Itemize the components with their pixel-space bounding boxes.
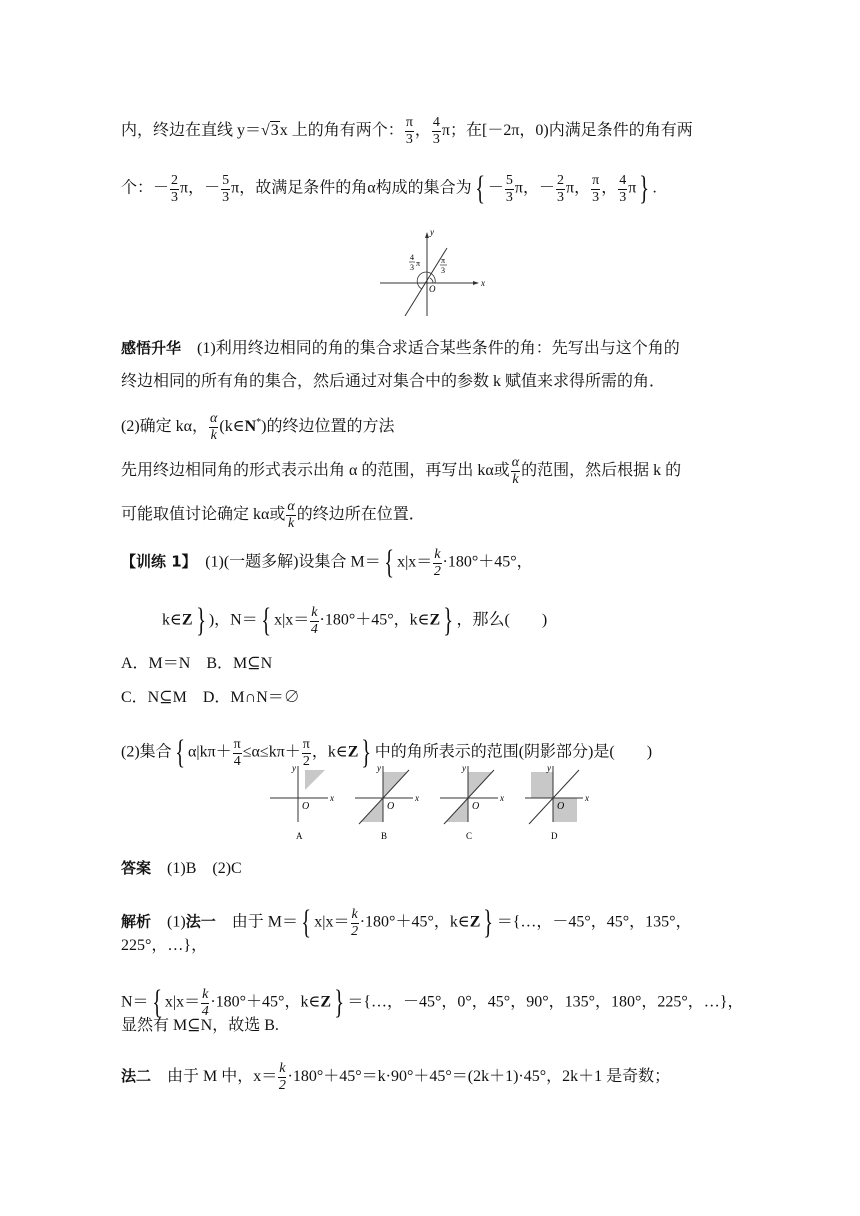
text: ＝{…，－45°，45°，135°， xyxy=(496,913,692,931)
origin-label: O xyxy=(302,801,310,812)
y-label: y xyxy=(430,227,434,237)
text: (k∈ xyxy=(219,418,245,436)
text: (2)确定 kα， xyxy=(121,418,209,436)
text: ·180°＋45°，k∈ xyxy=(359,913,470,931)
text: ， xyxy=(414,122,431,140)
y-axis-arrow xyxy=(425,232,429,238)
superscript: * xyxy=(256,416,262,428)
text: π xyxy=(628,179,637,197)
text-line xyxy=(121,456,681,487)
right-brace: } xyxy=(195,602,206,639)
text-line xyxy=(121,412,394,443)
text: Z xyxy=(347,743,359,761)
text: 由于 M＝ xyxy=(231,913,298,931)
text: π，－ xyxy=(514,179,556,197)
text: 的范围，然后根据 k 的 xyxy=(521,462,682,480)
option-line xyxy=(121,688,300,708)
method-title: 法二 xyxy=(121,1067,152,1086)
text: Z xyxy=(320,993,331,1011)
text: ，k∈ xyxy=(311,743,348,761)
text: x|x＝ xyxy=(274,611,310,629)
sqrt-argument: 3 xyxy=(270,122,279,140)
x-label: x xyxy=(415,793,419,803)
figure-d xyxy=(525,763,589,841)
x-axis-arrow xyxy=(473,281,479,285)
text: x|x＝ xyxy=(314,913,350,931)
text-line xyxy=(121,1016,279,1036)
text-line xyxy=(121,936,207,956)
text: Z xyxy=(429,611,441,629)
text: 由于 M 中，x＝ xyxy=(167,1068,278,1086)
fraction: $\frac{\alpha}{k}$ xyxy=(287,499,295,531)
shaded-region xyxy=(305,770,325,790)
right-brace: } xyxy=(361,734,372,771)
left-brace: { xyxy=(384,544,394,581)
origin-label: O xyxy=(557,801,565,812)
text-line xyxy=(121,338,680,359)
text: π，－ xyxy=(180,179,221,197)
y-label: y xyxy=(377,763,381,773)
fraction: $\frac{5}{3}$ xyxy=(222,172,230,205)
label-pi-den: 3 xyxy=(441,266,445,275)
left-brace: { xyxy=(174,734,185,771)
text: 225°，…}， xyxy=(121,937,208,954)
text: Z xyxy=(469,913,481,931)
text: N xyxy=(244,418,257,436)
fraction: $\frac{\pi}{4}$ xyxy=(233,736,241,769)
options-c-d: C．N⊆M D．M∩N＝∅ xyxy=(121,689,300,706)
left-brace: { xyxy=(474,170,485,207)
text: ， xyxy=(601,179,618,197)
x-label: x xyxy=(481,278,485,288)
x-label: x xyxy=(330,793,334,803)
fraction: $\frac{4}{3}$ xyxy=(432,115,440,147)
text: (2)集合 xyxy=(121,743,172,761)
sqrt-sign: √ xyxy=(261,122,270,140)
section-title: 解析 xyxy=(121,912,152,931)
section-title: 【训练 1】 xyxy=(121,552,190,571)
y-label: y xyxy=(547,763,551,773)
fraction: $\frac{5}{3}$ xyxy=(505,172,513,205)
fraction: $\frac{k}{4}$ xyxy=(310,604,318,637)
text-line xyxy=(121,500,425,531)
text: 显然有 M⊆N，故选 B. xyxy=(121,1017,279,1034)
text: ·180°＋45°，k∈ xyxy=(210,993,321,1011)
label-4-num: 4 xyxy=(410,253,414,262)
figure-label: D xyxy=(551,831,558,841)
left-brace: { xyxy=(301,904,312,941)
text: ·180°＋45°， xyxy=(442,553,533,571)
text: . xyxy=(652,179,657,197)
fraction: $\frac{k}{4}$ xyxy=(201,986,209,1019)
option-line xyxy=(121,654,272,674)
text: π， xyxy=(566,179,591,197)
right-brace: } xyxy=(334,984,345,1021)
angle-arc-pi-3 xyxy=(430,278,433,283)
fraction: $\frac{\pi}{3}$ xyxy=(592,172,600,205)
text: α|kπ＋ xyxy=(188,743,232,761)
text-line xyxy=(121,116,693,147)
figure-label: A xyxy=(296,831,303,841)
figure-label: B xyxy=(381,831,388,841)
fraction: $\frac{4}{3}$ xyxy=(619,172,627,205)
text: ·180°＋45°，k∈ xyxy=(319,611,430,629)
text: )，N＝ xyxy=(208,611,258,629)
text: π；在[－2π，0)内满足条件的角有两 xyxy=(441,122,693,140)
method-title: 法一 xyxy=(185,912,216,931)
figure-label: C xyxy=(466,831,473,841)
fraction: $\frac{k}{2}$ xyxy=(351,906,359,939)
text: 终边相同的所有角的集合，然后通过对集合中的参数 k 赋值来求得所需的角． xyxy=(121,373,666,390)
left-brace: { xyxy=(261,602,271,639)
text: (1)(一题多解)设集合 M＝ xyxy=(205,553,381,571)
text: ＝{…，－45°，0°，45°，90°，135°，180°，225°，…}， xyxy=(347,993,744,1011)
text: － xyxy=(487,179,504,197)
section-title: 感悟升华 xyxy=(121,339,182,357)
x-label: x xyxy=(500,793,504,803)
right-brace: } xyxy=(483,904,494,941)
text: 内，终边在直线 y＝ xyxy=(121,122,262,140)
text-line xyxy=(121,906,692,940)
text: x 上的角有两个： xyxy=(279,122,404,140)
text: π，故满足条件的角α构成的集合为 xyxy=(231,179,472,197)
y-label: y xyxy=(462,763,466,773)
fraction: $\frac{\pi}{3}$ xyxy=(405,115,413,147)
text: )的终边位置的方法 xyxy=(261,418,395,436)
text: k∈ xyxy=(162,611,182,629)
right-brace: } xyxy=(443,602,454,639)
text-line xyxy=(121,172,657,206)
text: x|x＝ xyxy=(397,553,433,571)
answer-text: (1)B (2)C xyxy=(167,860,242,877)
fraction: $\frac{\alpha}{k}$ xyxy=(511,455,520,487)
option-figures xyxy=(268,760,608,842)
text-line xyxy=(121,986,743,1020)
text: Z xyxy=(181,611,193,629)
text: ·180°＋45°＝k·90°＋45°＝(2k＋1)·45°，2k＋1 是奇数； xyxy=(287,1068,671,1086)
label-pi-num: π xyxy=(441,256,446,265)
x-label: x xyxy=(585,793,589,803)
fraction: $\frac{2}{3}$ xyxy=(557,172,565,205)
text: 中的角所表示的范围(阴影部分)是( ) xyxy=(374,743,653,761)
text-line xyxy=(121,1062,670,1093)
answer-line xyxy=(121,858,242,879)
text: (1)利用终边相同的角的集合求适合某些条件的角：先写出与这个角的 xyxy=(197,340,680,357)
origin-label: O xyxy=(429,284,436,294)
origin-label: O xyxy=(472,801,480,812)
text-line xyxy=(121,372,665,392)
label-4-pi: π xyxy=(416,259,421,268)
text: 可能取值讨论确定 kα或 xyxy=(121,506,286,524)
options-a-b: A．M＝N B．M⊆N xyxy=(121,655,273,672)
figure-a xyxy=(270,763,334,841)
text-line xyxy=(162,604,547,638)
text: ≤α≤kπ＋ xyxy=(242,743,301,761)
figure-b xyxy=(355,763,419,841)
text: N＝ xyxy=(121,993,149,1011)
fraction: $\frac{\alpha}{k}$ xyxy=(210,411,218,443)
angle-figure xyxy=(375,226,485,321)
text: 先用终边相同角的形式表示出角 α 的范围，再写出 kα或 xyxy=(121,462,510,480)
y-label: y xyxy=(292,763,296,773)
origin-label: O xyxy=(387,801,395,812)
right-brace: } xyxy=(639,170,650,207)
fraction: $\frac{k}{2}$ xyxy=(433,546,441,579)
label-4-den: 3 xyxy=(410,263,414,272)
text: 的终边所在位置． xyxy=(296,506,425,524)
text: x|x＝ xyxy=(164,993,201,1011)
text: ，那么( ) xyxy=(456,611,548,629)
answer-title: 答案 xyxy=(121,859,152,877)
figure-c xyxy=(440,763,504,841)
fraction: $\frac{2}{3}$ xyxy=(171,172,179,205)
text: 个：－ xyxy=(121,179,170,197)
fraction: $\frac{k}{2}$ xyxy=(278,1061,286,1093)
fraction: $\frac{\pi}{2}$ xyxy=(302,736,310,769)
text-line xyxy=(121,546,533,580)
text: (1) xyxy=(167,913,186,931)
left-brace: { xyxy=(151,984,162,1021)
